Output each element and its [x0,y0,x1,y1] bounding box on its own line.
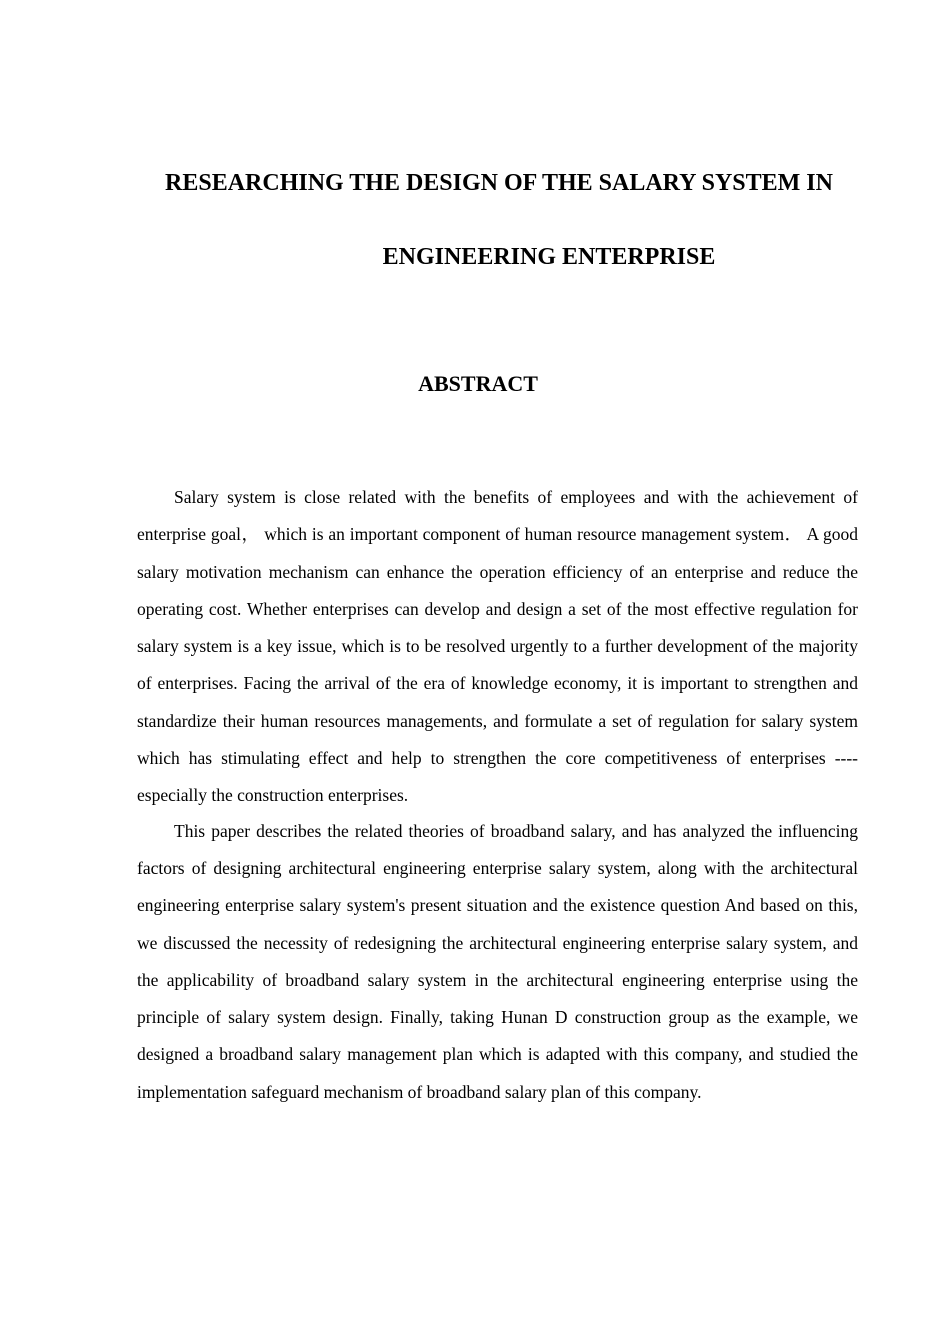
abstract-paragraph-1: Salary system is close related with the benefits of employees and with the achievement of enterprise goal， which is an important component of human resource management system． A good salary motivation mechanism can enhance the operation efficiency of an enterprise and reduce the operating cost. Whether enterprises can develop and design a set of the most effective regulation for salary system is a key issue, which is to be resolved urgently to a further development of the majority of enterprises. Facing the arrival of the era of knowledge economy, it is important to strengthen and standardize their human resources managements, and formulate a set of regulation for salary system which has stimulating effect and help to strengthen the core competitiveness of enterprises ---- especially the construction enterprises. [137,487,858,806]
document-title-line-1: RESEARCHING THE DESIGN OF THE SALARY SYSTEM IN [165,170,833,196]
abstract-body [137,479,858,1111]
abstract-paragraph-2: This paper describes the related theories of broadband salary, and has analyzed the influencing factors of designing architectural engineering enterprise salary system, along with the architectural engineering enterprise salary system's present situation and the existence question And based on this, we discussed the necessity of redesigning the architectural engineering enterprise salary system, and the applicability of broadband salary system in the architectural engineering enterprise using the principle of salary system design. Finally, taking Hunan D construction group as the example, we designed a broadband salary management plan which is adapted with this company, and studied the implementation safeguard mechanism of broadband salary plan of this company. [137,820,858,1102]
document-title-line-2: ENGINEERING ENTERPRISE [382,244,716,270]
abstract-heading: ABSTRACT [418,371,538,396]
